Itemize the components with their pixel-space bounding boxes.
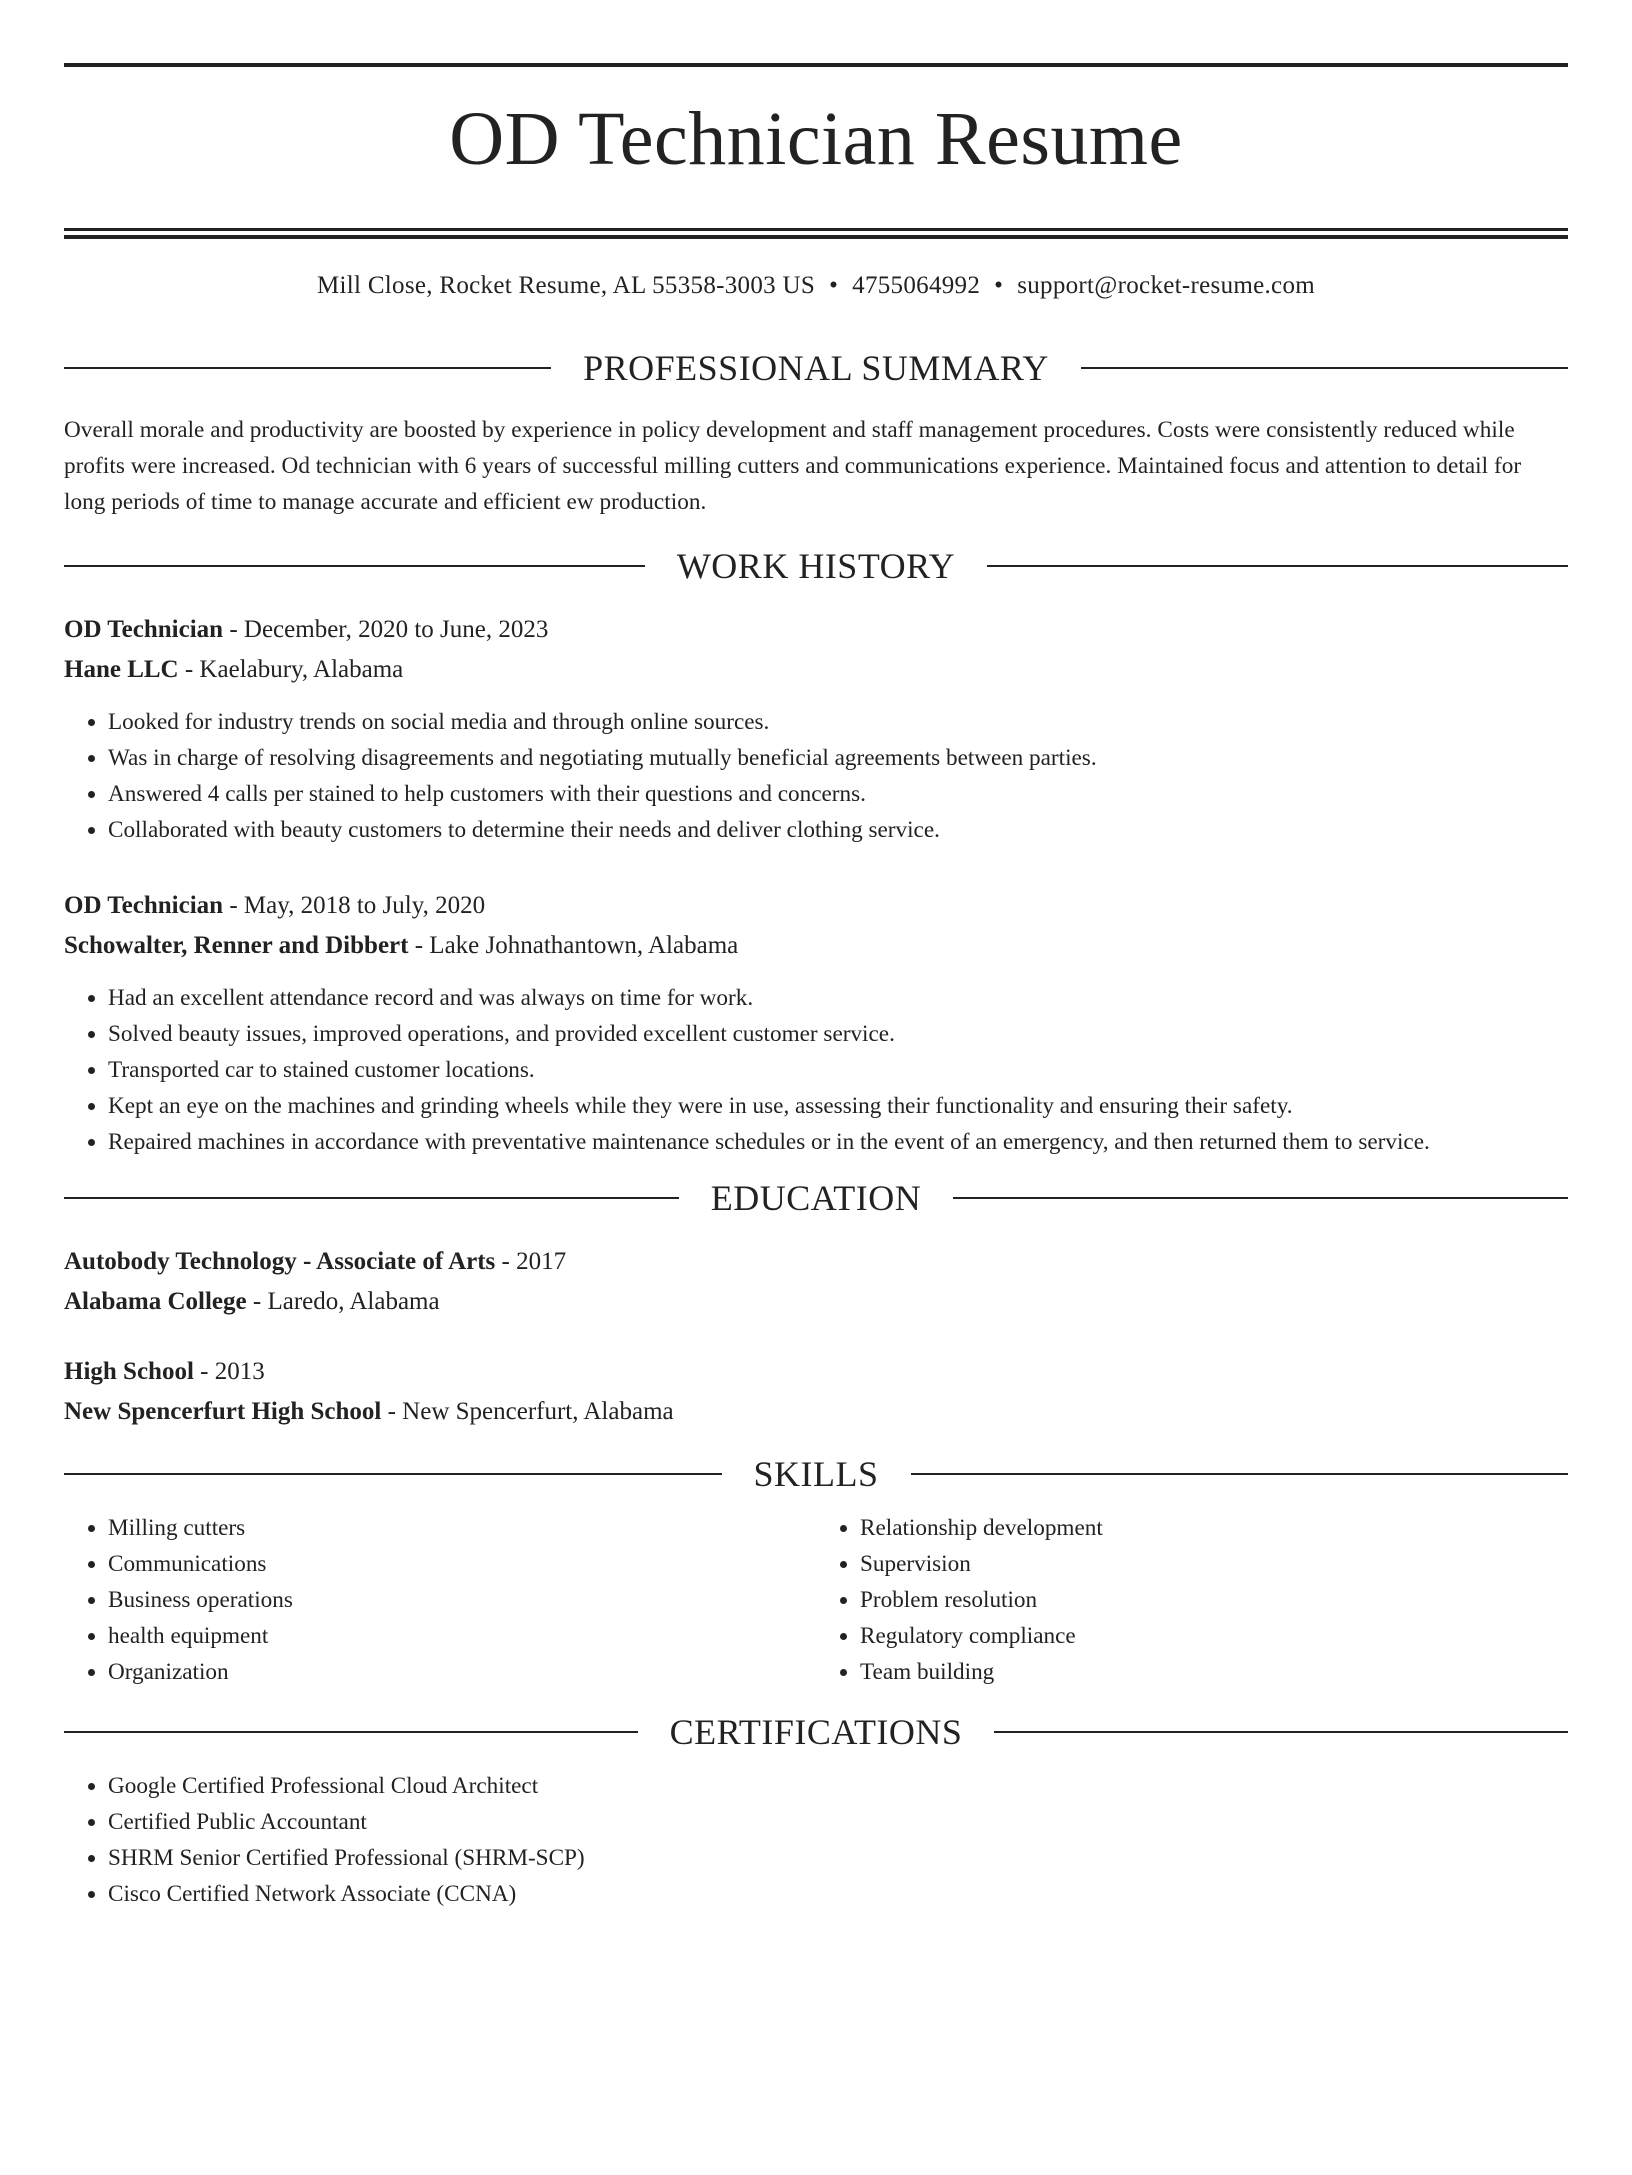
job-bullets	[64, 980, 1568, 1160]
contact-email: support@rocket-resume.com	[1017, 271, 1315, 299]
job-company-line	[64, 650, 1568, 690]
list-item: • Business operations	[108, 1582, 816, 1618]
certifications-section-heading	[64, 1711, 1568, 1752]
list-item: • Repaired machines in accordance with preventative maintenance schedules or in the event of an emergency, and then returned them to service.	[108, 1124, 1568, 1160]
contact-line	[64, 273, 1568, 298]
divider	[953, 1197, 1568, 1199]
job-entry	[64, 610, 1568, 848]
skills-section-heading	[64, 1453, 1568, 1494]
list-item: • Certified Public Accountant	[108, 1804, 1568, 1840]
divider	[64, 565, 645, 567]
list-item: • Communications	[108, 1546, 816, 1582]
divider	[64, 1473, 722, 1475]
list-item: • Had an excellent attendance record and was always on time for work.	[108, 980, 1568, 1016]
divider	[64, 367, 551, 369]
resume-page	[0, 63, 1632, 2175]
section-title: EDUCATION	[710, 1177, 922, 1218]
education-school-line	[64, 1392, 1568, 1432]
certifications-list-wrapper	[64, 1768, 1568, 1912]
job-title-line	[64, 886, 1568, 926]
education-location: - Laredo, Alabama	[246, 1287, 440, 1315]
job-dates: - December, 2020 to June, 2023	[223, 615, 549, 643]
list-item: • Milling cutters	[108, 1510, 816, 1546]
job-title: OD Technician	[64, 891, 224, 919]
job-title-line	[64, 610, 1568, 650]
job-dates: - May, 2018 to July, 2020	[223, 891, 486, 919]
list-item: • Problem resolution	[860, 1582, 1568, 1618]
certifications-list	[64, 1768, 1568, 1912]
education-school-line	[64, 1282, 1568, 1322]
list-item: • Kept an eye on the machines and grinding wheels while they were in use, assessing their functionality and ensuring their safety.	[108, 1088, 1568, 1124]
list-item: • Looked for industry trends on social media and through online sources.	[108, 704, 1568, 740]
job-bullets	[64, 704, 1568, 848]
education-school: New Spencerfurt High School	[64, 1397, 382, 1425]
education-section-heading	[64, 1177, 1568, 1218]
list-item: • Was in charge of resolving disagreements and negotiating mutually beneficial agreements between parties.	[108, 740, 1568, 776]
divider	[64, 1731, 638, 1733]
job-entry	[64, 886, 1568, 1160]
education-year: - 2013	[193, 1357, 265, 1385]
job-location: - Lake Johnathantown, Alabama	[408, 931, 739, 959]
education-entry	[64, 1242, 1568, 1322]
divider	[911, 1473, 1569, 1475]
divider	[994, 1731, 1568, 1733]
skills-list-right	[816, 1510, 1568, 1690]
education-degree: Autobody Technology - Associate of Arts	[64, 1247, 496, 1275]
summary-section-heading	[64, 347, 1568, 388]
list-item: • Team building	[860, 1654, 1568, 1690]
list-item: • Answered 4 calls per stained to help customers with their questions and concerns.	[108, 776, 1568, 812]
contact-phone: 4755064992	[852, 271, 981, 299]
resume-title: OD Technician Resume	[449, 97, 1183, 181]
job-location: - Kaelabury, Alabama	[178, 655, 404, 683]
list-item: • Regulatory compliance	[860, 1618, 1568, 1654]
list-item: • health equipment	[108, 1618, 816, 1654]
divider	[64, 1197, 679, 1199]
job-company: Hane LLC	[64, 655, 179, 683]
job-company: Schowalter, Renner and Dibbert	[64, 931, 409, 959]
list-item: • SHRM Senior Certified Professional (SHRM-SCP)	[108, 1840, 1568, 1876]
contact-separator: •	[829, 271, 839, 299]
education-degree-line	[64, 1242, 1568, 1282]
skills-list-left	[64, 1510, 816, 1690]
education-entry	[64, 1352, 1568, 1432]
education-location: - New Spencerfurt, Alabama	[381, 1397, 674, 1425]
list-item: • Cisco Certified Network Associate (CCNA)	[108, 1876, 1568, 1912]
work-section-heading	[64, 545, 1568, 586]
header-top-rule	[64, 63, 1568, 67]
list-item: • Collaborated with beauty customers to determine their needs and deliver clothing service.	[108, 812, 1568, 848]
list-item: • Google Certified Professional Cloud Architect	[108, 1768, 1568, 1804]
section-title: PROFESSIONAL SUMMARY	[583, 347, 1049, 388]
section-title: SKILLS	[753, 1453, 879, 1494]
job-title: OD Technician	[64, 615, 224, 643]
section-title: WORK HISTORY	[676, 545, 956, 586]
list-item: • Solved beauty issues, improved operations, and provided excellent customer service.	[108, 1016, 1568, 1052]
list-item: • Supervision	[860, 1546, 1568, 1582]
job-company-line	[64, 926, 1568, 966]
summary-text: Overall morale and productivity are boosted by experience in policy development and staff management procedures. Costs were consistently reduced while profits were increased. Od technician with 6 years of successful milling cutters and communications experience. Maintained focus and attention to detail for long periods of time to manage accurate and efficient ew production.	[64, 416, 1522, 515]
divider	[1081, 367, 1568, 369]
contact-separator: •	[994, 271, 1004, 299]
education-year: - 2017	[495, 1247, 567, 1275]
education-school: Alabama College	[64, 1287, 247, 1315]
list-item: • Organization	[108, 1654, 816, 1690]
education-degree: High School	[64, 1357, 194, 1385]
list-item: • Relationship development	[860, 1510, 1568, 1546]
skills-columns	[64, 1510, 1568, 1690]
header-double-rule	[64, 228, 1568, 239]
list-item: • Transported car to stained customer locations.	[108, 1052, 1568, 1088]
education-degree-line	[64, 1352, 1568, 1392]
contact-address: Mill Close, Rocket Resume, AL 55358-3003 US	[317, 271, 816, 299]
divider	[987, 565, 1568, 567]
section-title: CERTIFICATIONS	[669, 1711, 963, 1752]
